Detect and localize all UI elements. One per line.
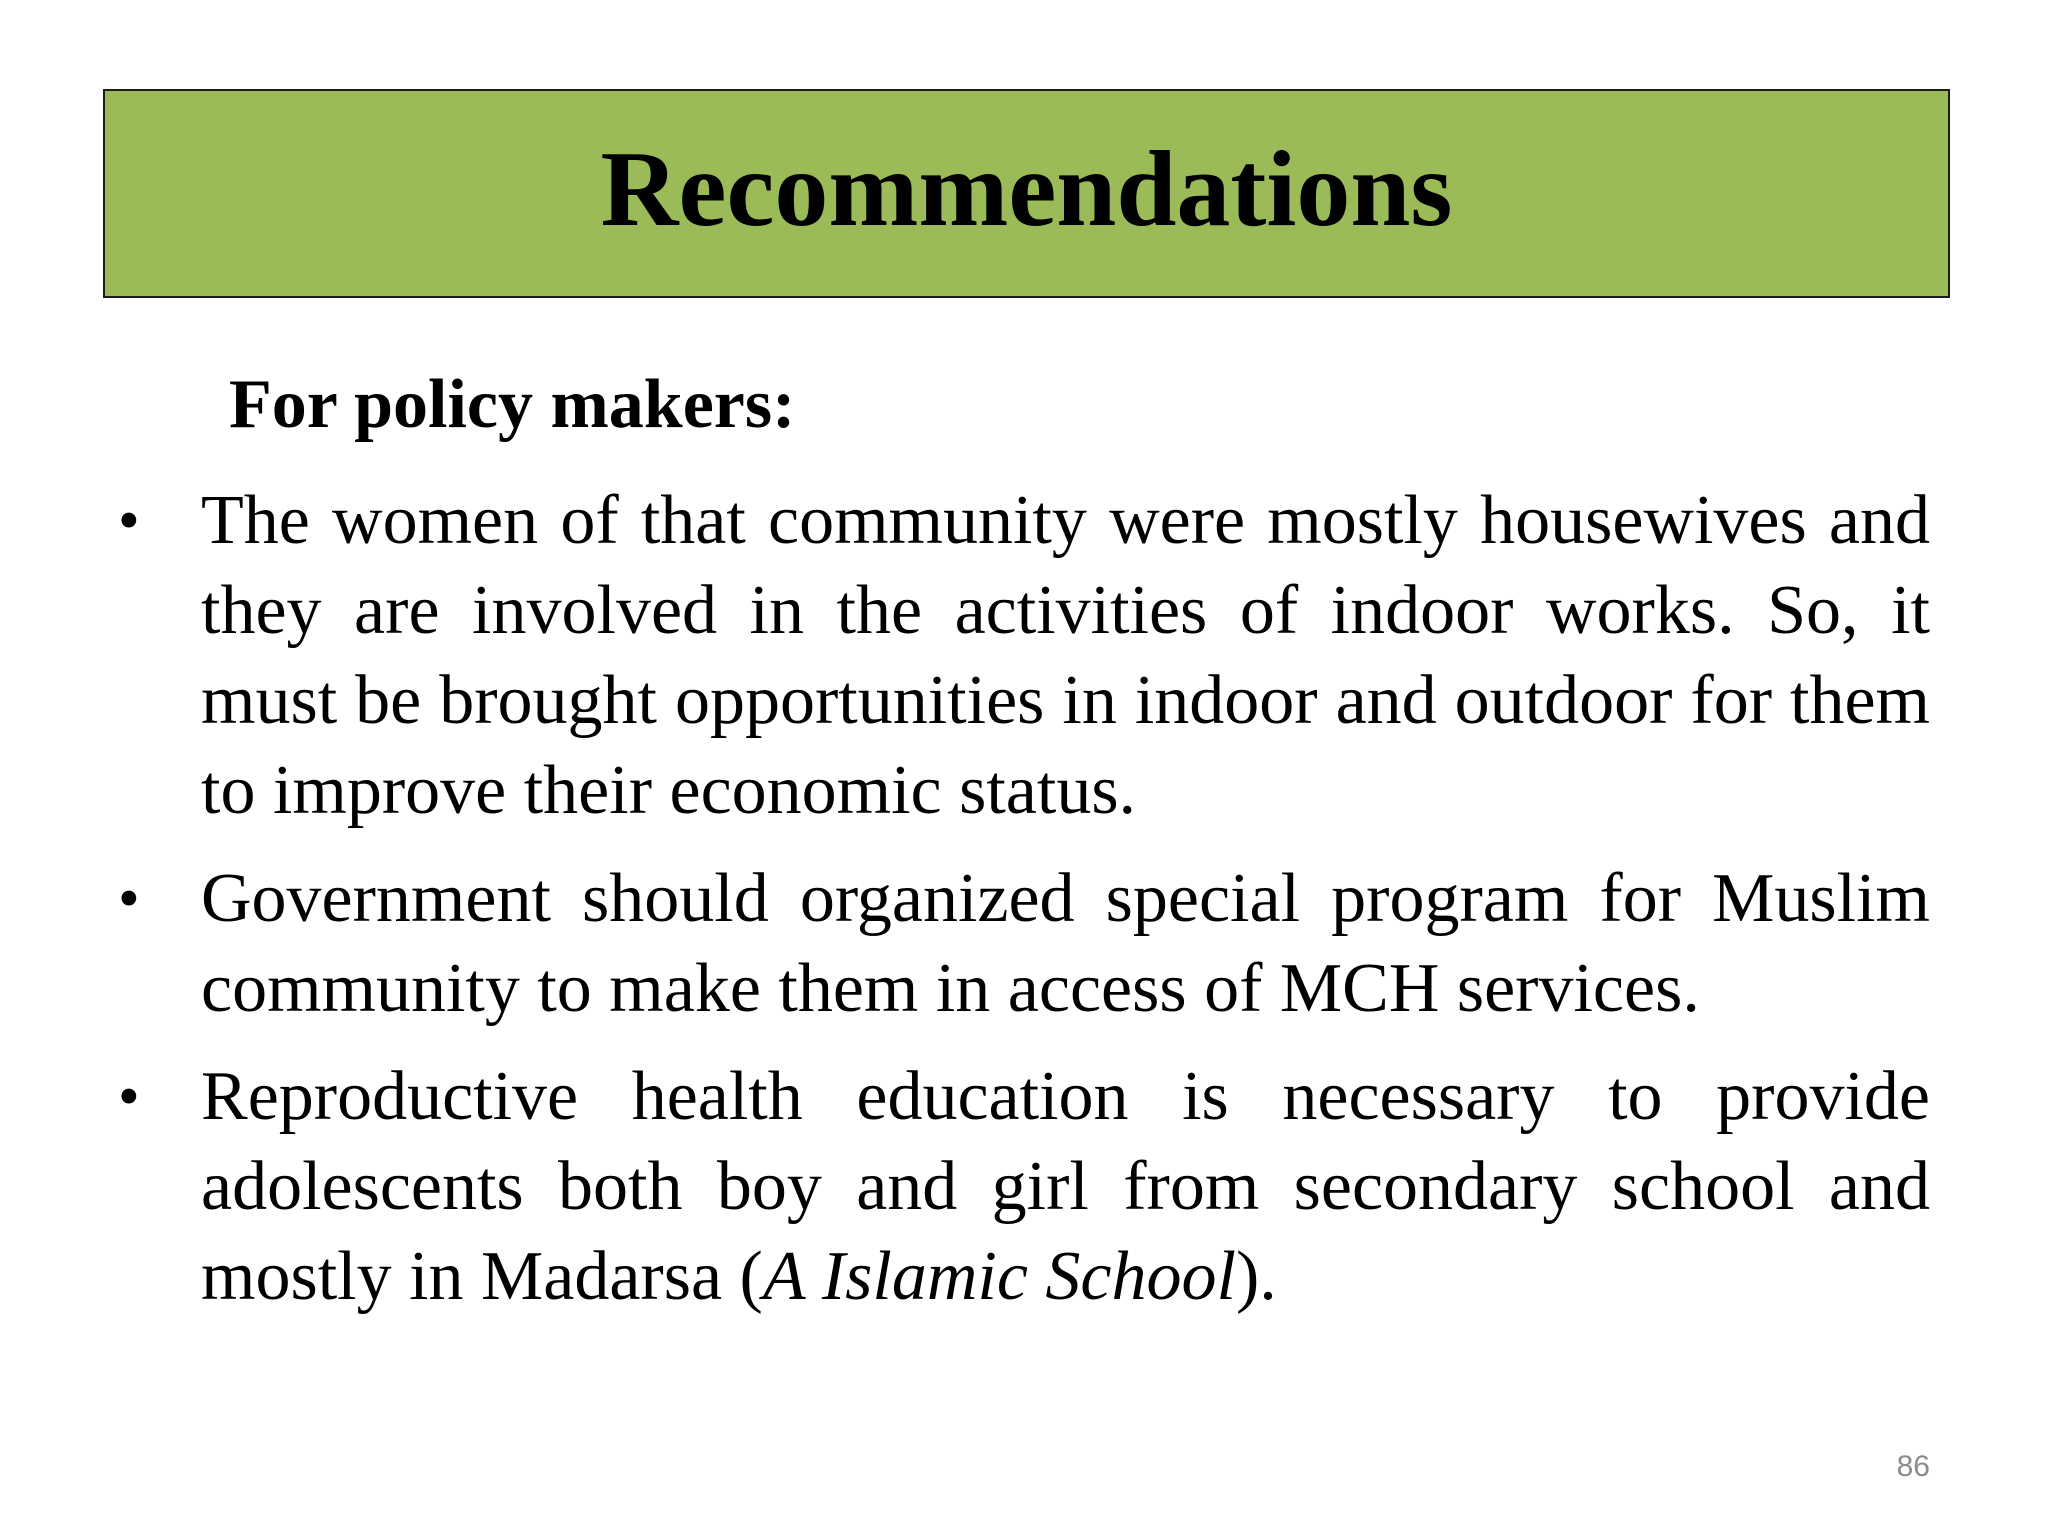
- list-item: [0, 1052, 2048, 1322]
- section-subheading: For policy makers:: [229, 366, 796, 443]
- bullet-dot-icon: •: [118, 1063, 140, 1131]
- bullet-dot-icon: •: [118, 865, 140, 933]
- bullet-text: The women of that community were mostly housewives and they are involved in the activities of indoor works. So, it must be brought opportunities in indoor and outdoor for them to improve their economic status.: [201, 482, 1930, 829]
- bullet-list: [0, 476, 2048, 1340]
- bullet-text-italic: A Islamic School: [762, 1238, 1236, 1315]
- bullet-text: [201, 1052, 1930, 1322]
- list-item: [0, 476, 2048, 836]
- bullet-dot-icon: •: [118, 487, 140, 555]
- slide-title: Recommendations: [600, 129, 1453, 249]
- bullet-text: Government should organized special program for Muslim community to make them in access of MCH services.: [201, 860, 1930, 1027]
- bullet-text-after: ).: [1235, 1238, 1277, 1315]
- title-banner: [103, 89, 1950, 298]
- list-item: [0, 854, 2048, 1034]
- bullet-text-before: Reproductive health education is necessary to provide adolescents both boy and girl from secondary school and mostly in Madarsa (: [201, 1058, 1930, 1315]
- page-number: 86: [1896, 1450, 1930, 1483]
